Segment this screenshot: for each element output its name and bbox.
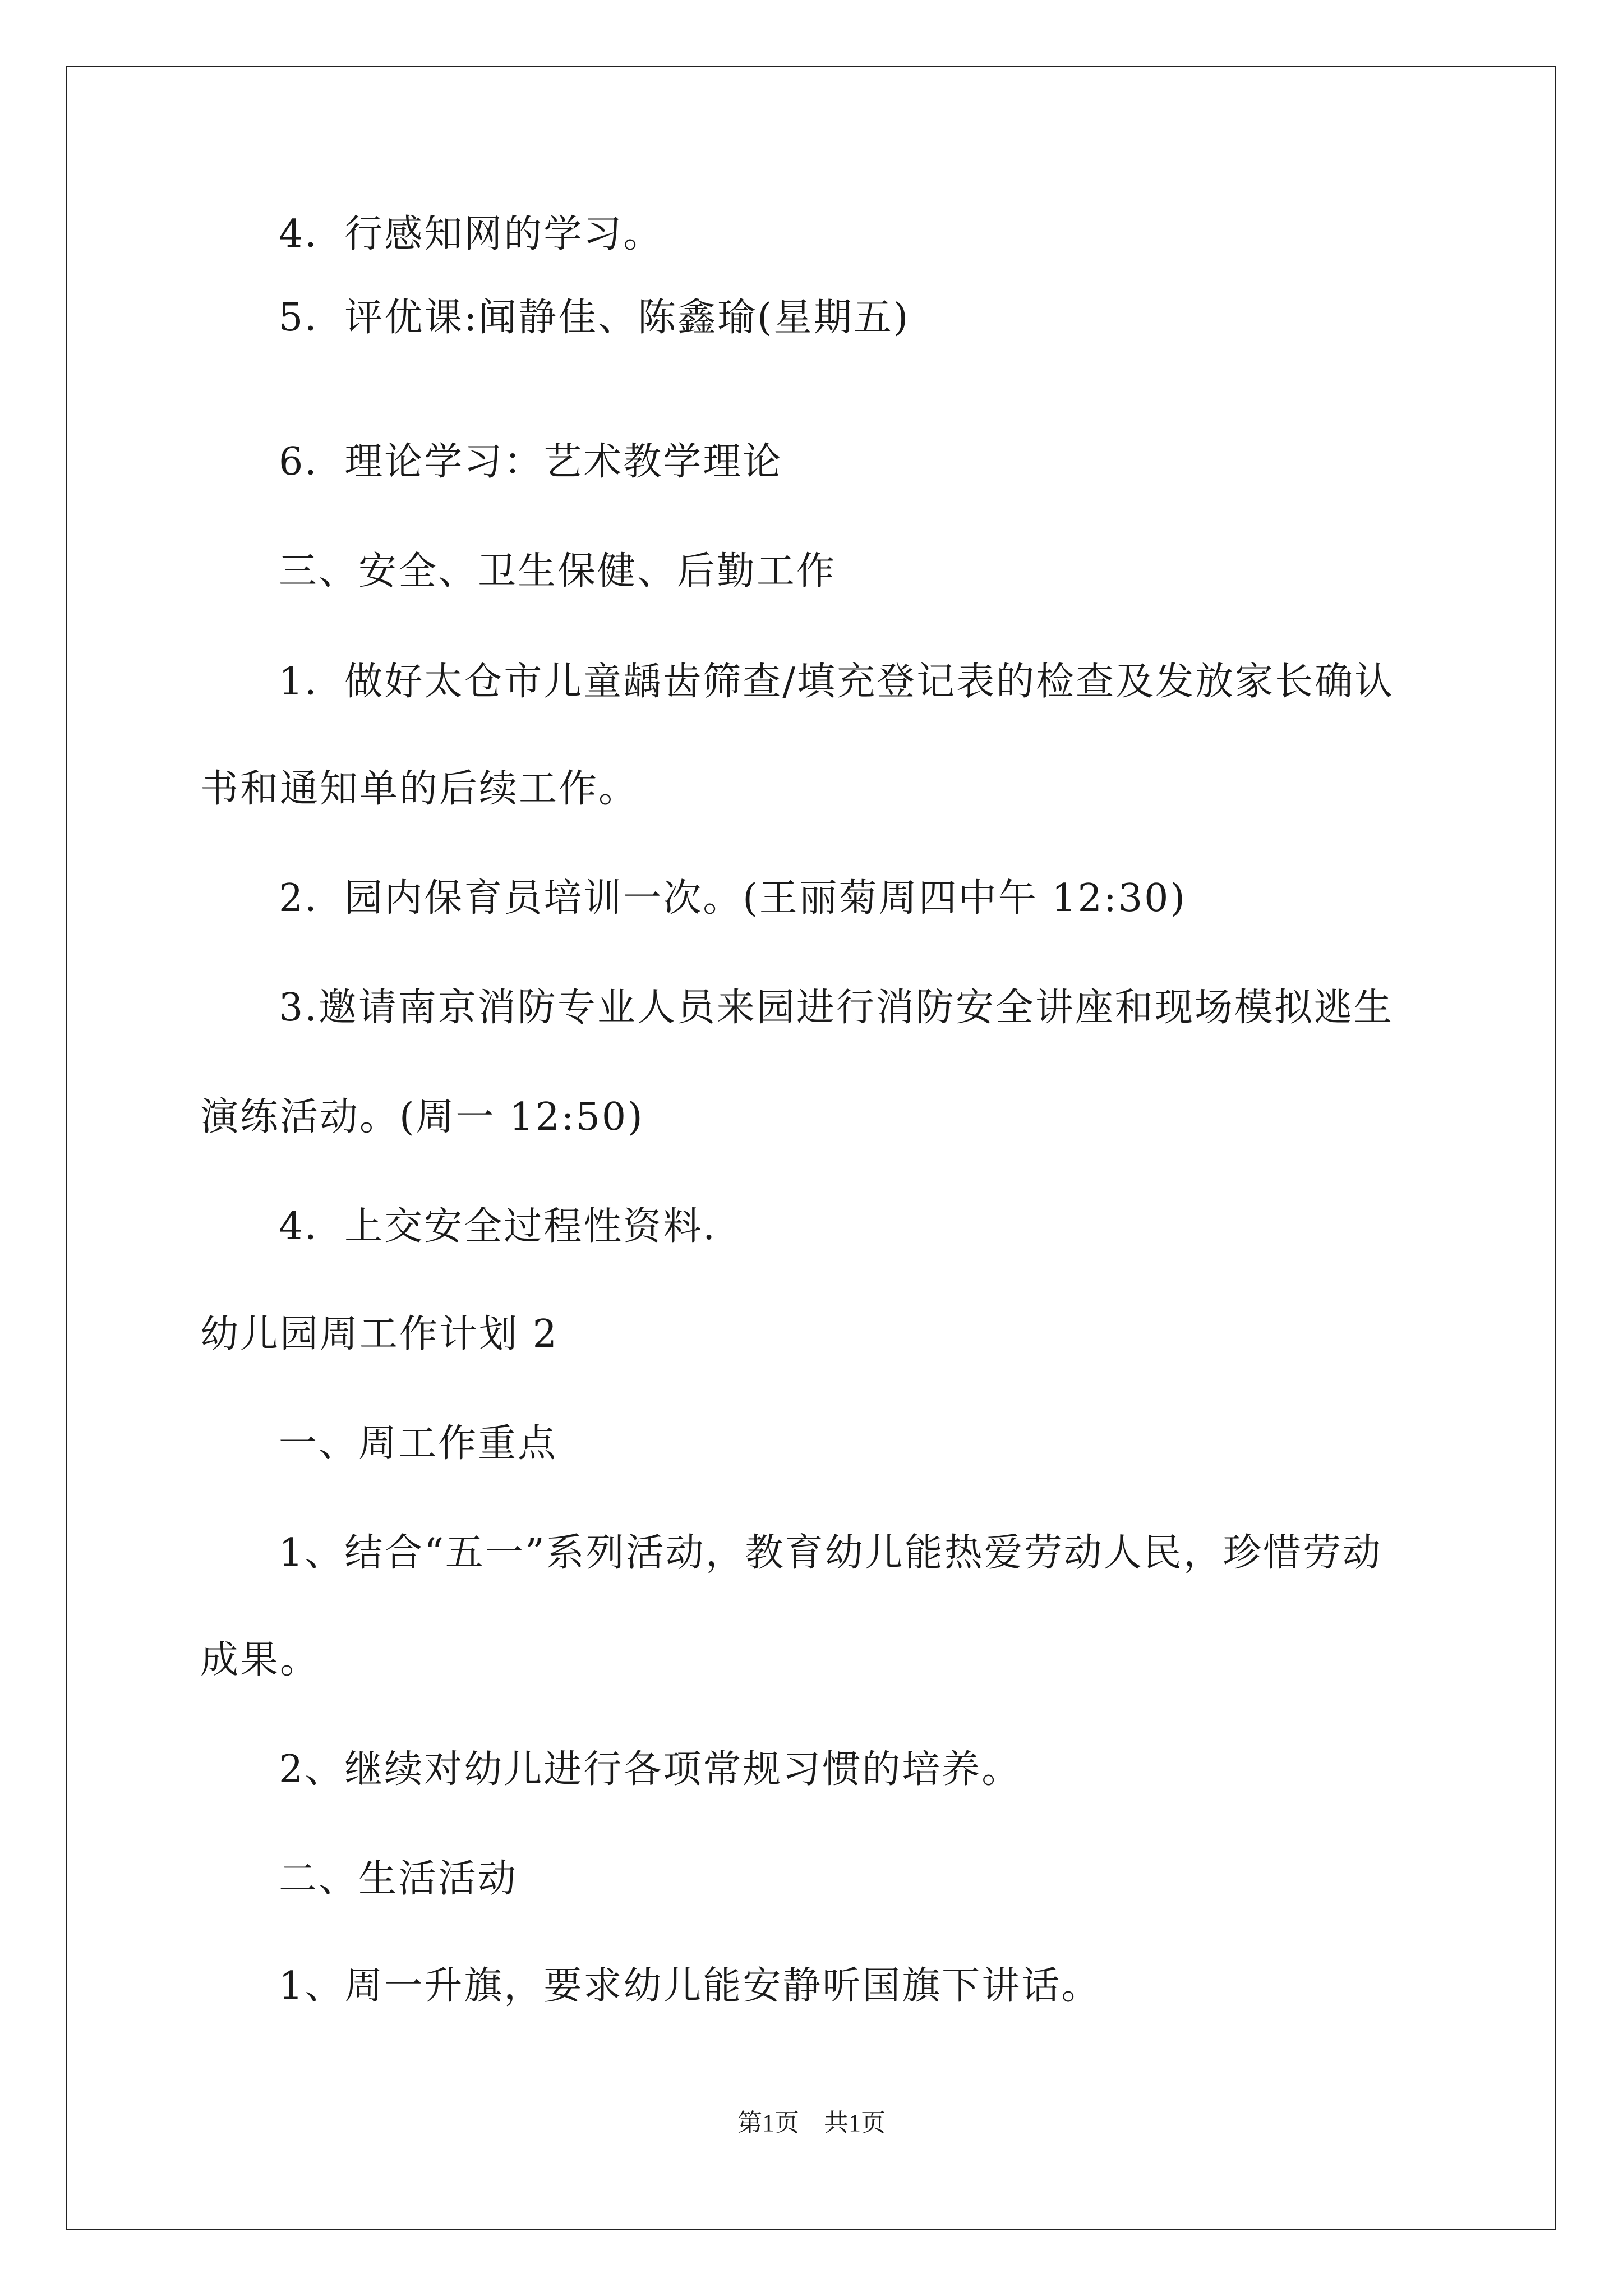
list-item-4-network-study: 4．行感知网的学习。 [279, 212, 663, 256]
list-item-3-fire-drill: 3.邀请南京消防专业人员来园进行消防安全讲座和现场模拟逃生 [279, 986, 1394, 1030]
list-item-3-continuation: 演练活动。(周一 12:50) [200, 1095, 644, 1139]
list-item-1-flag-raising: 1、周一升旗，要求幼儿能安静听国旗下讲话。 [279, 1964, 1101, 2008]
section-heading-safety: 三、安全、卫生保健、后勤工作 [279, 549, 837, 593]
list-item-6-theory-study: 6．理论学习：艺术教学理论 [279, 440, 783, 484]
list-item-2-staff-training: 2．园内保育员培训一次。(王丽菊周四中午 12:30) [279, 876, 1187, 921]
list-item-1-labor-day-continuation: 成果。 [200, 1638, 320, 1682]
page-footer: 第1页 共1页 [737, 2109, 886, 2137]
list-item-5-evaluation-class: 5．评优课:闻静佳、陈鑫瑜(星期五) [279, 296, 910, 340]
list-item-2-habits: 2、继续对幼儿进行各项常规习惯的培养。 [279, 1747, 1022, 1792]
document-title-plan-2: 幼儿园周工作计划 2 [200, 1312, 559, 1356]
list-item-4-safety-materials: 4．上交安全过程性资料. [279, 1204, 717, 1249]
section-heading-weekly-focus: 一、周工作重点 [279, 1421, 558, 1466]
list-item-1-continuation: 书和通知单的后续工作。 [200, 767, 639, 811]
list-item-1-dental-screening: 1．做好太仓市儿童龋齿筛查/填充登记表的检查及发放家长确认 [279, 660, 1395, 704]
list-item-1-labor-day: 1、结合“五一”系列活动，教育幼儿能热爱劳动人民，珍惜劳动 [279, 1531, 1382, 1575]
section-heading-daily-life: 二、生活活动 [279, 1857, 518, 1901]
